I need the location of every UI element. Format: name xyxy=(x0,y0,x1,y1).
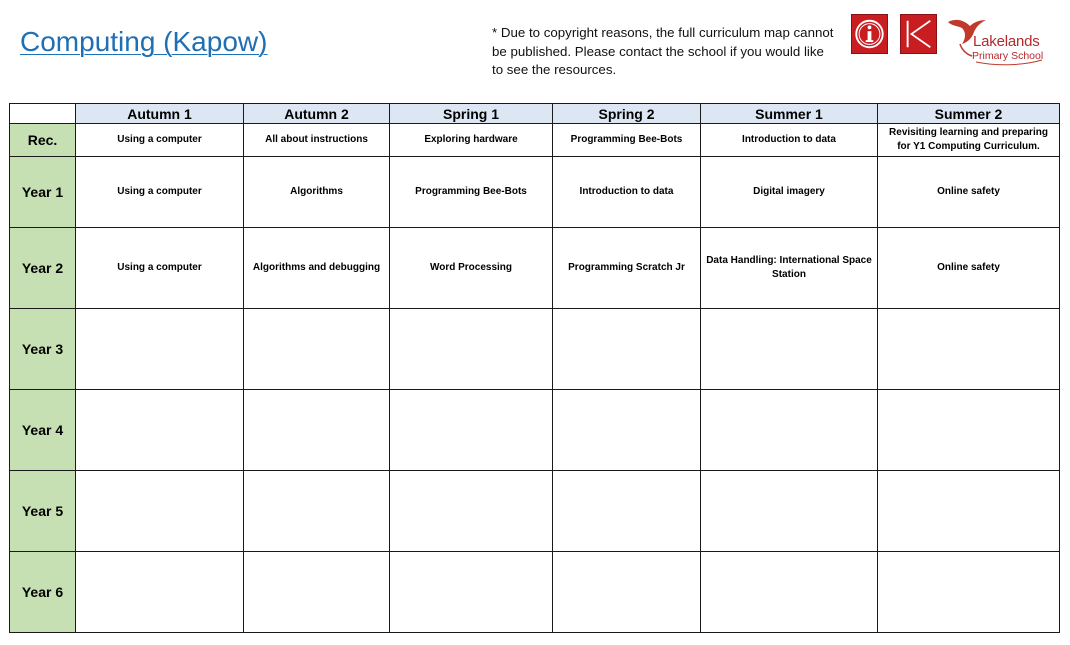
table-cell xyxy=(76,309,244,390)
table-cell: Programming Scratch Jr xyxy=(553,228,701,309)
row-header-year-5: Year 5 xyxy=(10,471,76,552)
table-cell: Programming Bee-Bots xyxy=(553,124,701,157)
table-cell: Digital imagery xyxy=(701,157,878,228)
table-cell: Programming Bee-Bots xyxy=(390,157,553,228)
school-logo xyxy=(946,14,1046,68)
school-name: Lakelands xyxy=(973,33,1040,50)
table-cell xyxy=(244,390,390,471)
table-cell xyxy=(244,552,390,633)
table-cell xyxy=(701,390,878,471)
table-cell xyxy=(701,471,878,552)
table-cell xyxy=(553,390,701,471)
table-cell: All about instructions xyxy=(244,124,390,157)
table-row xyxy=(10,471,1060,552)
info-button[interactable] xyxy=(851,14,888,54)
corner-cell xyxy=(10,104,76,124)
table-cell: Word Processing xyxy=(390,228,553,309)
table-cell: Data Handling: International Space Station xyxy=(701,228,878,309)
info-icon xyxy=(852,15,887,53)
table-row xyxy=(10,552,1060,633)
table-cell xyxy=(390,390,553,471)
table-cell: Using a computer xyxy=(76,124,244,157)
page-title-link[interactable]: Computing (Kapow) xyxy=(20,26,268,57)
row-header-year-2: Year 2 xyxy=(10,228,76,309)
table-cell: Using a computer xyxy=(76,157,244,228)
table-cell xyxy=(701,552,878,633)
table-cell: Introduction to data xyxy=(553,157,701,228)
school-subtitle: Primary School xyxy=(972,50,1044,62)
table-row xyxy=(10,124,1060,157)
table-cell xyxy=(76,552,244,633)
table-cell xyxy=(244,471,390,552)
table-cell xyxy=(76,471,244,552)
table-cell: Using a computer xyxy=(76,228,244,309)
table-row xyxy=(10,228,1060,309)
table-cell: Algorithms xyxy=(244,157,390,228)
table-cell xyxy=(701,309,878,390)
table-cell xyxy=(390,309,553,390)
term-header-summer-2: Summer 2 xyxy=(878,104,1060,124)
row-header-year-3: Year 3 xyxy=(10,309,76,390)
term-header-autumn-1: Autumn 1 xyxy=(76,104,244,124)
table-cell xyxy=(878,390,1060,471)
table-cell xyxy=(390,552,553,633)
table-row xyxy=(10,309,1060,390)
table-row xyxy=(10,157,1060,228)
table-cell: Exploring hardware xyxy=(390,124,553,157)
table-cell xyxy=(553,309,701,390)
term-header-summer-1: Summer 1 xyxy=(701,104,878,124)
back-icon xyxy=(901,15,936,53)
table-cell xyxy=(244,309,390,390)
table-cell xyxy=(878,309,1060,390)
table-cell: Introduction to data xyxy=(701,124,878,157)
term-header-autumn-2: Autumn 2 xyxy=(244,104,390,124)
table-cell: Online safety xyxy=(878,228,1060,309)
term-header-spring-1: Spring 1 xyxy=(390,104,553,124)
term-header-row xyxy=(10,104,1060,124)
curriculum-table xyxy=(9,103,1060,633)
back-button[interactable] xyxy=(900,14,937,54)
table-cell xyxy=(553,552,701,633)
table-cell: Algorithms and debugging xyxy=(244,228,390,309)
row-header-year-6: Year 6 xyxy=(10,552,76,633)
table-cell: Online safety xyxy=(878,157,1060,228)
row-header-rec: Rec. xyxy=(10,124,76,157)
row-header-year-1: Year 1 xyxy=(10,157,76,228)
table-cell xyxy=(878,552,1060,633)
row-header-year-4: Year 4 xyxy=(10,390,76,471)
copyright-notice: * Due to copyright reasons, the full curriculum map cannot be published. Please contact the school if you would like to see the resources. xyxy=(492,25,834,77)
table-cell: Revisiting learning and preparing for Y1 Computing Curriculum. xyxy=(878,124,1060,157)
term-header-spring-2: Spring 2 xyxy=(553,104,701,124)
table-cell xyxy=(878,471,1060,552)
table-row xyxy=(10,390,1060,471)
table-cell xyxy=(553,471,701,552)
table-cell xyxy=(76,390,244,471)
table-cell xyxy=(390,471,553,552)
